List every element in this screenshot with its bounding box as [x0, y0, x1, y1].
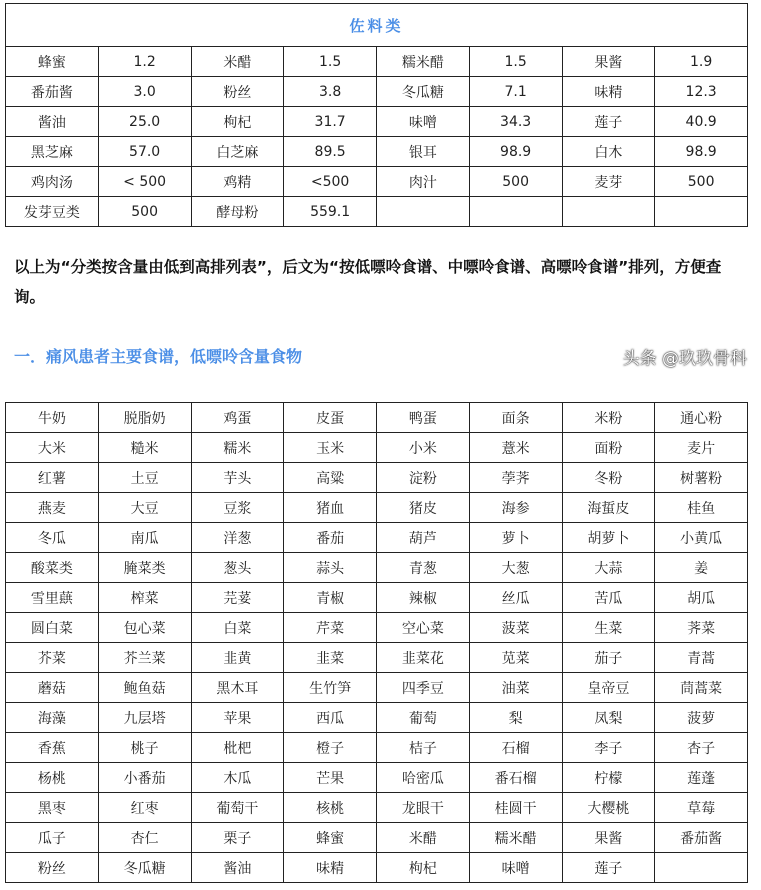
table-cell: 500	[655, 167, 748, 197]
table-cell: 菠萝	[655, 703, 748, 733]
table-cell: 树薯粉	[655, 463, 748, 493]
table-cell: 500	[98, 197, 191, 227]
table-cell: 98.9	[655, 137, 748, 167]
table-row	[6, 493, 748, 523]
table-cell: 白芝麻	[191, 137, 284, 167]
explanation-paragraph: 以上为“分类按含量由低到高排列表”，后文为“按低嘌呤食谱、中嘌呤食谱、高嘌呤食谱”排列，方便查询。	[14, 258, 722, 306]
table-row	[6, 673, 748, 703]
table-cell: 皇帝豆	[562, 673, 655, 703]
table-cell: 酵母粉	[191, 197, 284, 227]
table-cell: 桂鱼	[655, 493, 748, 523]
table-cell: 韭菜花	[377, 643, 470, 673]
table-cell: 海藻	[6, 703, 99, 733]
table-cell: 青蒿	[655, 643, 748, 673]
table-cell: 韭菜	[284, 643, 377, 673]
table-cell: 白菜	[191, 613, 284, 643]
table-cell: 鸡蛋	[191, 403, 284, 433]
table-cell: 98.9	[469, 137, 562, 167]
table-cell: 海蜇皮	[562, 493, 655, 523]
table-cell: 胡瓜	[655, 583, 748, 613]
table-cell: 1.5	[469, 47, 562, 77]
table-cell: 牛奶	[6, 403, 99, 433]
section-heading: 一．痛风患者主要食谱，低嘌呤含量食物	[14, 347, 303, 366]
table-cell: 味噌	[469, 853, 562, 883]
table-cell: 1.5	[284, 47, 377, 77]
table-cell: 九层塔	[98, 703, 191, 733]
table-cell: 淀粉	[377, 463, 470, 493]
table-cell: 薏米	[469, 433, 562, 463]
table-cell: 脱脂奶	[98, 403, 191, 433]
table-cell: 空心菜	[377, 613, 470, 643]
table-cell	[655, 853, 748, 883]
table-cell: 柠檬	[562, 763, 655, 793]
table-cell: 洋葱	[191, 523, 284, 553]
table-cell: 肉汁	[377, 167, 470, 197]
table-cell	[469, 197, 562, 227]
table-title: 佐料类	[6, 4, 748, 47]
table-cell: 韭黄	[191, 643, 284, 673]
table-cell: 番茄酱	[6, 77, 99, 107]
table-cell: 芥菜	[6, 643, 99, 673]
table-cell: 1.9	[655, 47, 748, 77]
table-row	[6, 47, 748, 77]
table-row	[6, 107, 748, 137]
table-cell: 面粉	[562, 433, 655, 463]
table-cell: 猪血	[284, 493, 377, 523]
table-cell: 芥兰菜	[98, 643, 191, 673]
table-cell: 猪皮	[377, 493, 470, 523]
table-cell: 芫荽	[191, 583, 284, 613]
table-cell: 菠菜	[469, 613, 562, 643]
table-cell: 蜂蜜	[284, 823, 377, 853]
table-cell: 龙眼干	[377, 793, 470, 823]
table-cell: 酸菜类	[6, 553, 99, 583]
table-cell: 葡萄	[377, 703, 470, 733]
table-cell: 核桃	[284, 793, 377, 823]
table-cell: 米粉	[562, 403, 655, 433]
table-cell: 李子	[562, 733, 655, 763]
table-cell: 草莓	[655, 793, 748, 823]
table-cell: 黑芝麻	[6, 137, 99, 167]
table-cell: 芋头	[191, 463, 284, 493]
table-cell: 酱油	[6, 107, 99, 137]
table-cell: 青椒	[284, 583, 377, 613]
table-cell: 麦片	[655, 433, 748, 463]
table-cell: 果酱	[562, 47, 655, 77]
table-cell: 栗子	[191, 823, 284, 853]
table-cell: 1.2	[98, 47, 191, 77]
table-cell: 31.7	[284, 107, 377, 137]
table-cell: 米醋	[377, 823, 470, 853]
table-cell: 通心粉	[655, 403, 748, 433]
table-cell: 枇杷	[191, 733, 284, 763]
table-cell: 大豆	[98, 493, 191, 523]
table-cell: 大葱	[469, 553, 562, 583]
table-row	[6, 433, 748, 463]
seasoning-purine-table	[5, 3, 748, 227]
table-row	[6, 77, 748, 107]
table-cell: 四季豆	[377, 673, 470, 703]
table-cell: 油菜	[469, 673, 562, 703]
table-row	[6, 643, 748, 673]
table-cell: 豆浆	[191, 493, 284, 523]
table-cell: 面条	[469, 403, 562, 433]
table-cell: 青葱	[377, 553, 470, 583]
table-cell	[377, 197, 470, 227]
table-row	[6, 197, 748, 227]
table-cell: 89.5	[284, 137, 377, 167]
table-cell: 小番茄	[98, 763, 191, 793]
table-row	[6, 167, 748, 197]
table-cell: 559.1	[284, 197, 377, 227]
table-cell: 胡萝卜	[562, 523, 655, 553]
table-cell: 枸杞	[191, 107, 284, 137]
table-cell: 味噌	[377, 107, 470, 137]
table-cell: 圆白菜	[6, 613, 99, 643]
table-cell: 辣椒	[377, 583, 470, 613]
table-row	[6, 823, 748, 853]
table-cell: 凤梨	[562, 703, 655, 733]
table-cell: 桃子	[98, 733, 191, 763]
table-cell: 瓜子	[6, 823, 99, 853]
table-cell: 枸杞	[377, 853, 470, 883]
low-purine-food-table	[5, 402, 748, 883]
table-cell: 杏子	[655, 733, 748, 763]
table-cell: 番茄酱	[655, 823, 748, 853]
table-cell: 黑枣	[6, 793, 99, 823]
table-cell: 糯米醋	[377, 47, 470, 77]
table-cell: 大蒜	[562, 553, 655, 583]
table-cell: 番茄	[284, 523, 377, 553]
table-cell: 冬粉	[562, 463, 655, 493]
table-cell: 糯米醋	[469, 823, 562, 853]
table-cell: 苦瓜	[562, 583, 655, 613]
table-cell: 7.1	[469, 77, 562, 107]
table-cell: 白木	[562, 137, 655, 167]
table-cell: 12.3	[655, 77, 748, 107]
table-row	[6, 553, 748, 583]
table-cell: 鲍鱼菇	[98, 673, 191, 703]
table-cell: 包心菜	[98, 613, 191, 643]
table-cell: 蘑菇	[6, 673, 99, 703]
table-cell: 40.9	[655, 107, 748, 137]
table-cell: 大米	[6, 433, 99, 463]
table-cell: 腌菜类	[98, 553, 191, 583]
table-cell: 小黄瓜	[655, 523, 748, 553]
table-cell: 莲蓬	[655, 763, 748, 793]
table-cell: 玉米	[284, 433, 377, 463]
table-cell: 红枣	[98, 793, 191, 823]
table-cell: 味精	[284, 853, 377, 883]
table-cell: 梨	[469, 703, 562, 733]
table-cell: 冬瓜糖	[98, 853, 191, 883]
table-row	[6, 733, 748, 763]
table-cell: 姜	[655, 553, 748, 583]
table-cell: 萝卜	[469, 523, 562, 553]
table-cell: 莲子	[562, 107, 655, 137]
table-cell: 鸭蛋	[377, 403, 470, 433]
table-cell: 蒜头	[284, 553, 377, 583]
table-cell: 苋菜	[469, 643, 562, 673]
table-cell: 葫芦	[377, 523, 470, 553]
table-cell: 味精	[562, 77, 655, 107]
table-cell: 杏仁	[98, 823, 191, 853]
table-cell: 蜂蜜	[6, 47, 99, 77]
table-cell: 皮蛋	[284, 403, 377, 433]
table-cell: 西瓜	[284, 703, 377, 733]
table-cell: 小米	[377, 433, 470, 463]
table-cell	[562, 197, 655, 227]
table-cell: 鸡精	[191, 167, 284, 197]
table-cell: 茼蒿菜	[655, 673, 748, 703]
table-cell: 25.0	[98, 107, 191, 137]
table-cell: 橙子	[284, 733, 377, 763]
table-cell: 芹菜	[284, 613, 377, 643]
table-cell: 葱头	[191, 553, 284, 583]
table-cell: 鸡肉汤	[6, 167, 99, 197]
table-cell: 黑木耳	[191, 673, 284, 703]
table-cell: 石榴	[469, 733, 562, 763]
table-cell: 丝瓜	[469, 583, 562, 613]
table-cell: 荠菜	[655, 613, 748, 643]
table-row	[6, 583, 748, 613]
table-cell: 红薯	[6, 463, 99, 493]
table-cell: 燕麦	[6, 493, 99, 523]
table-cell: 高粱	[284, 463, 377, 493]
table-cell: 冬瓜糖	[377, 77, 470, 107]
table-cell: 银耳	[377, 137, 470, 167]
table-cell: 果酱	[562, 823, 655, 853]
table-cell: 土豆	[98, 463, 191, 493]
table-cell: 糙米	[98, 433, 191, 463]
table-cell: 哈密瓜	[377, 763, 470, 793]
table-cell: 大樱桃	[562, 793, 655, 823]
table-cell: 荸荠	[469, 463, 562, 493]
table-row	[6, 137, 748, 167]
table-cell: 桔子	[377, 733, 470, 763]
table-cell: 米醋	[191, 47, 284, 77]
table-cell: 香蕉	[6, 733, 99, 763]
table-cell: 海参	[469, 493, 562, 523]
table-cell: 发芽豆类	[6, 197, 99, 227]
table-cell: 57.0	[98, 137, 191, 167]
table-row	[6, 403, 748, 433]
table-cell: 木瓜	[191, 763, 284, 793]
table-cell: 南瓜	[98, 523, 191, 553]
table-cell	[655, 197, 748, 227]
table-cell: 粉丝	[191, 77, 284, 107]
table-cell: 3.0	[98, 77, 191, 107]
table-cell: 34.3	[469, 107, 562, 137]
table-cell: 番石榴	[469, 763, 562, 793]
table-cell: 雪里蕻	[6, 583, 99, 613]
table-row	[6, 763, 748, 793]
table-cell: 生菜	[562, 613, 655, 643]
table-row	[6, 613, 748, 643]
table-cell: 桂圆干	[469, 793, 562, 823]
table-row	[6, 793, 748, 823]
table-row	[6, 853, 748, 883]
table-row	[6, 703, 748, 733]
table-cell: < 500	[98, 167, 191, 197]
table-cell: 榨菜	[98, 583, 191, 613]
table-cell: 茄子	[562, 643, 655, 673]
table-row	[6, 523, 748, 553]
table-cell: 杨桃	[6, 763, 99, 793]
table-cell: 芒果	[284, 763, 377, 793]
table-cell: 酱油	[191, 853, 284, 883]
table-cell: <500	[284, 167, 377, 197]
table-row	[6, 463, 748, 493]
table-cell: 冬瓜	[6, 523, 99, 553]
table-cell: 生竹笋	[284, 673, 377, 703]
table-cell: 麦芽	[562, 167, 655, 197]
table-cell: 糯米	[191, 433, 284, 463]
table-cell: 苹果	[191, 703, 284, 733]
table-cell: 葡萄干	[191, 793, 284, 823]
watermark: 头条 @玖玖骨科	[622, 349, 747, 369]
table-cell: 500	[469, 167, 562, 197]
table-cell: 莲子	[562, 853, 655, 883]
table-cell: 粉丝	[6, 853, 99, 883]
table-cell: 3.8	[284, 77, 377, 107]
